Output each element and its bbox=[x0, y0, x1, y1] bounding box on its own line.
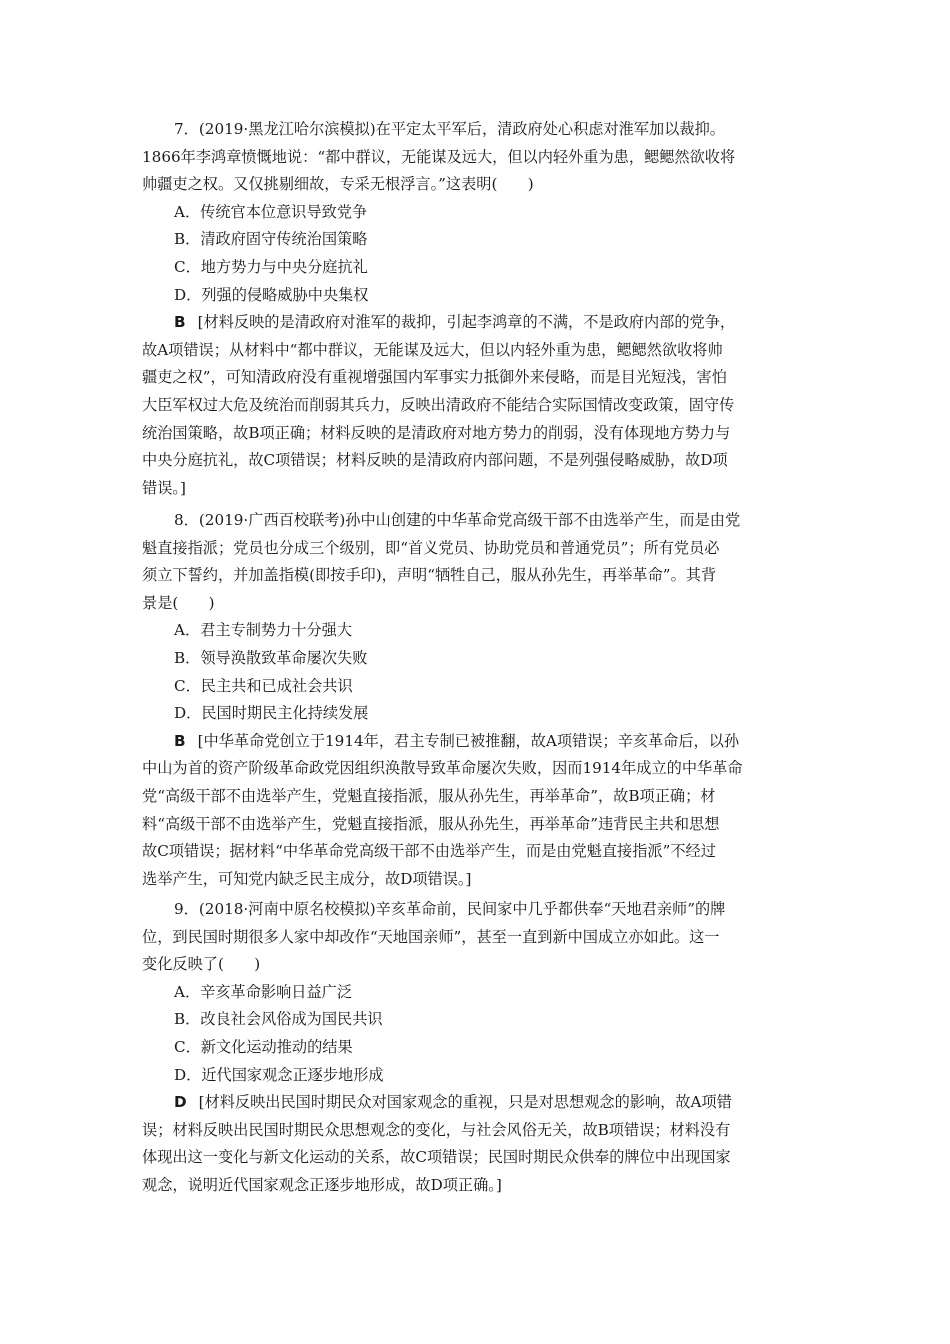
option-d: D．近代国家观念正逐步地形成 bbox=[174, 1065, 384, 1084]
option-c: C．民主共和已成社会共识 bbox=[174, 676, 353, 695]
explanation-text: [中华革命党创立于1914年，君主专制已被推翻，故A项错误；辛亥革命后，以孙 bbox=[197, 731, 740, 750]
question-stem-line: 景是( ) bbox=[142, 593, 215, 612]
question-stem-line: 9．(2018·河南中原名校模拟)辛亥革命前，民间家中几乎都供奉“天地君亲师”的牌 bbox=[174, 900, 726, 918]
question-9 bbox=[142, 896, 814, 1200]
explanation-line: 故C项错误；据材料“中华革命党高级干部不由选举产生，而是由党魁直接指派”不经过 bbox=[142, 842, 716, 861]
answer-letter: D bbox=[174, 1093, 187, 1112]
explanation-line: 选举产生，可知党内缺乏民主成分，故D项错误。] bbox=[142, 869, 472, 888]
explanation-text: [材料反映的是清政府对淮军的裁抑，引起李鸿章的不满，不是政府内部的党争， bbox=[197, 313, 736, 332]
question-stem-line: 位，到民国时期很多人家中却改作“天地国亲师”，甚至一直到新中国成立亦如此。这一 bbox=[142, 927, 720, 946]
question-8 bbox=[142, 507, 814, 893]
option-b: B．清政府固守传统治国策略 bbox=[174, 230, 368, 249]
option-a: A．君主专制势力十分强大 bbox=[174, 621, 353, 640]
explanation-line: 体现出这一变化与新文化运动的关系，故C项错误；民国时期民众供奉的牌位中出现国家 bbox=[142, 1148, 731, 1167]
answer-explanation-line bbox=[142, 309, 814, 337]
explanation-line: 观念，说明近代国家观念正逐步地形成，故D项正确。] bbox=[142, 1175, 502, 1194]
option-a: A．传统官本位意识导致党争 bbox=[174, 202, 368, 221]
explanation-line: 中央分庭抗礼，故C项错误；材料反映的是清政府内部问题，不是列强侵略威胁，故D项 bbox=[142, 451, 728, 470]
question-7 bbox=[142, 116, 814, 502]
explanation-line: 统治国策略，故B项正确；材料反映的是清政府对地方势力的削弱，没有体现地方势力与 bbox=[142, 423, 731, 442]
explanation-line: 中山为首的资产阶级革命政党因组织涣散导致革命屡次失败，因而1914年成立的中华革命 bbox=[142, 759, 743, 778]
option-b: B．改良社会风俗成为国民共识 bbox=[174, 1010, 383, 1029]
option-b: B．领导涣散致革命屡次失败 bbox=[174, 648, 368, 667]
option-c: C．新文化运动推动的结果 bbox=[174, 1037, 353, 1056]
explanation-line: 党“高级干部不由选举产生，党魁直接指派，服从孙先生，再举革命”，故B项正确；材 bbox=[142, 786, 716, 805]
option-d: D．民国时期民主化持续发展 bbox=[174, 704, 369, 723]
option-c: C．地方势力与中央分庭抗礼 bbox=[174, 257, 368, 276]
answer-explanation-line bbox=[142, 728, 814, 756]
question-stem-line: 帅疆吏之权。又仅挑剔细故，专采无根浮言。”这表明( ) bbox=[142, 175, 534, 194]
explanation-line: 疆吏之权”，可知清政府没有重视增强国内军事实力抵御外来侵略，而是目光短浅，害怕 bbox=[142, 368, 727, 387]
option-d: D．列强的侵略威胁中央集权 bbox=[174, 285, 369, 304]
explanation-line: 误；材料反映出民国时期民众思想观念的变化，与社会风俗无关，故B项错误；材料没有 bbox=[142, 1120, 731, 1139]
question-stem-line: 7．(2019·黑龙江哈尔滨模拟)在平定太平军后，清政府处心积虑对淮军加以裁抑。 bbox=[174, 120, 725, 138]
answer-letter: B bbox=[174, 731, 186, 750]
question-stem-line: 1866年李鸿章愤慨地说：“都中群议，无能谋及远大，但以内轻外重为患，鳃鳃然欲收将 bbox=[142, 147, 736, 166]
question-stem-line: 变化反映了( ) bbox=[142, 955, 261, 974]
explanation-line: 错误。] bbox=[142, 478, 186, 497]
option-a: A．辛亥革命影响日益广泛 bbox=[174, 982, 353, 1001]
explanation-text: [材料反映出民国时期民众对国家观念的重视，只是对思想观念的影响，故A项错 bbox=[198, 1093, 732, 1112]
answer-explanation-line bbox=[142, 1089, 814, 1117]
answer-letter: B bbox=[174, 313, 186, 332]
explanation-line: 料“高级干部不由选举产生，党魁直接指派，服从孙先生，再举革命”违背民主共和思想 bbox=[142, 814, 720, 833]
explanation-line: 故A项错误；从材料中“都中群议，无能谋及远大，但以内轻外重为患，鳃鳃然欲收将帅 bbox=[142, 340, 723, 359]
question-stem-line: 须立下誓约，并加盖指模(即按手印)，声明“牺牲自己，服从孙先生，再举革命”。其背 bbox=[142, 566, 717, 585]
explanation-line: 大臣军权过大危及统治而削弱其兵力，反映出清政府不能结合实际国情改变政策，固守传 bbox=[142, 395, 735, 414]
question-stem-line: 8．(2019·广西百校联考)孙中山创建的中华革命党高级干部不由选举产生，而是由党 bbox=[174, 511, 741, 529]
question-stem-line: 魁直接指派；党员也分成三个级别，即“首义党员、协助党员和普通党员”；所有党员必 bbox=[142, 538, 720, 557]
